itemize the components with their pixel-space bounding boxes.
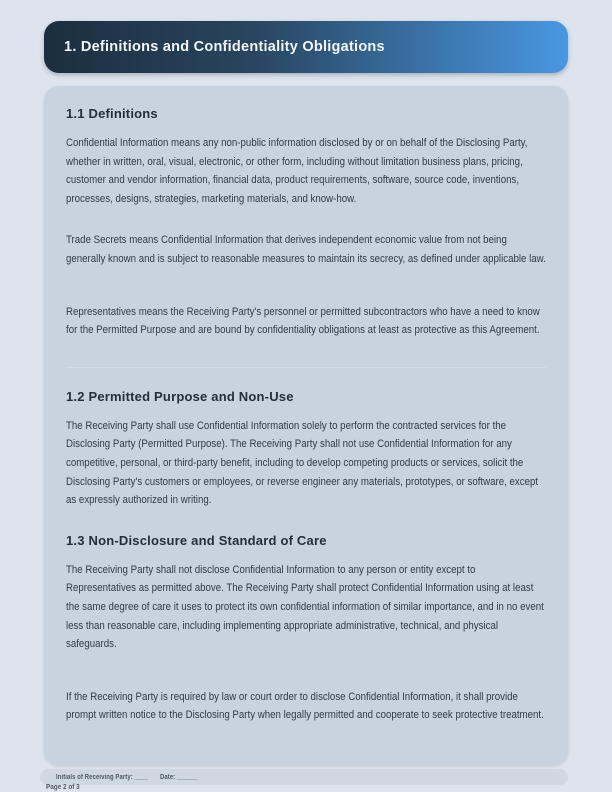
heading-non-disclosure: 1.3 Non-Disclosure and Standard of Care xyxy=(66,532,327,548)
heading-permitted-purpose: 1.2 Permitted Purpose and Non-Use xyxy=(66,388,294,404)
paragraph-representatives: Representatives means the Receiving Party's personnel or permitted subcontractors who have a need to know for the Permitted Purpose and are bound by confidentiality obligations at least as protective as this Agreement. xyxy=(66,305,540,337)
paragraph-standard-of-care: The Receiving Party shall not disclose Confidential Information to any person or entity except to Representatives as permitted above. The Receiving Party shall protect Confidential Information using at least the same degree of care it uses to protect its own confidential information of similar importance, and in no event less than reasonable care, including implementing appropriate administrative, technical, and physical safeguards. xyxy=(66,563,544,651)
paragraph-trade-secrets: Trade Secrets means Confidential Information that derives independent economic value from not being generally known and is subject to reasonable measures to maintain its secrecy, as defined under applicable law. xyxy=(66,234,546,265)
paragraph-confidential-information: Confidential Information means any non-public information disclosed by or on behalf of the Disclosing Party, whether in written, oral, visual, electronic, or other form, including without limitation business plans, pricing, customer and vendor information, financial data, product requirements, software, source code, inventions, processes, designs, strategies, marketing materials, and know-how. xyxy=(66,137,528,205)
footer-initials-text xyxy=(56,774,197,781)
initials-label: Initials of Receiving Party: ____ xyxy=(56,773,149,781)
section-title-banner xyxy=(44,21,568,73)
section-divider xyxy=(66,367,546,368)
content-card xyxy=(44,86,568,765)
section-title: 1. Definitions and Confidentiality Obligations xyxy=(64,39,385,55)
page-number: Page 2 of 3 xyxy=(46,782,80,791)
paragraph-permitted-purpose: The Receiving Party shall use Confidential Information solely to perform the contracted services for the Disclosing Party (Permitted Purpose). The Receiving Party shall not use Confidential Information for any competitive, personal, or third-party benefit, including to develop competing products or services, solicit the Disclosing Party's customers or employees, or reverse engineer any materials, prototypes, or software, except as expressly authorized in writing. xyxy=(66,419,539,507)
paragraph-legal-disclosure: If the Receiving Party is required by law or court order to disclose Confidential Information, it shall provide prompt written notice to the Disclosing Party when legally permitted and cooperate to seek protective treatment. xyxy=(66,690,544,722)
footer-initials-bar xyxy=(40,769,568,785)
date-label: Date: ______ xyxy=(159,773,198,781)
heading-definitions: 1.1 Definitions xyxy=(66,106,158,121)
